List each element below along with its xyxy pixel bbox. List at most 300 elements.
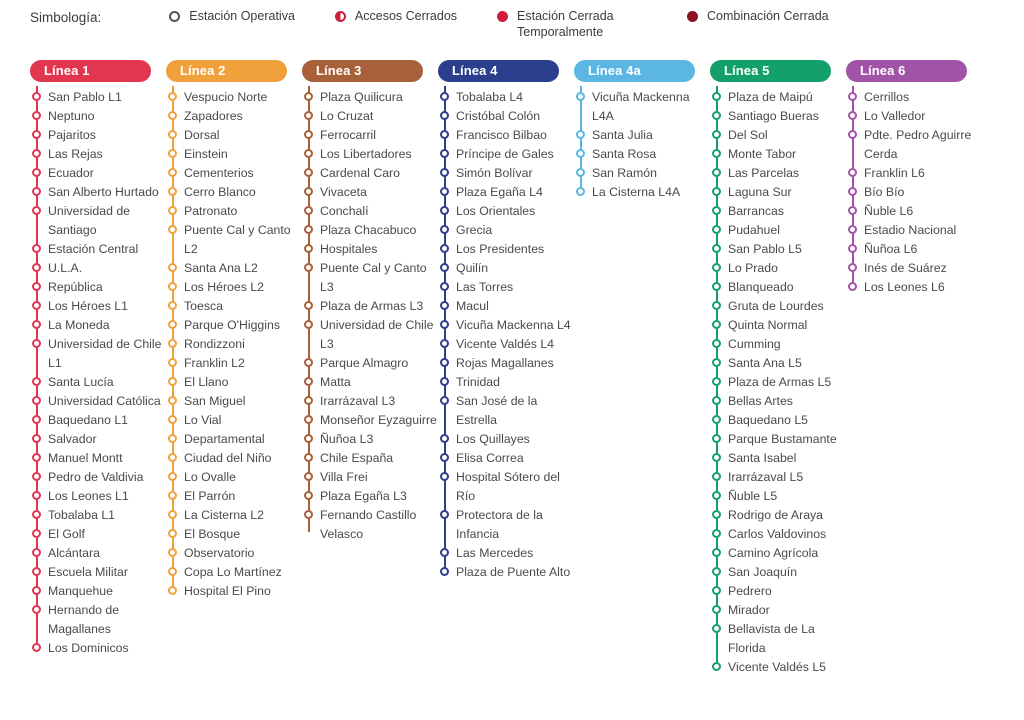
station-item[interactable] <box>710 449 846 468</box>
station-item[interactable] <box>166 582 302 601</box>
station-item[interactable] <box>30 335 166 373</box>
station-dot-icon <box>304 510 313 519</box>
station-dot-icon <box>712 244 721 253</box>
station-dot-icon <box>712 92 721 101</box>
station-item[interactable] <box>166 145 302 164</box>
station-dot-icon <box>440 339 449 348</box>
station-dot-icon <box>712 624 721 633</box>
station-item[interactable] <box>30 449 166 468</box>
station-name: El Bosque <box>184 527 241 541</box>
station-item[interactable] <box>710 221 846 240</box>
station-list <box>438 86 574 582</box>
station-name: Vicuña Mackenna L4 <box>456 318 571 332</box>
station-dot-icon <box>168 434 177 443</box>
station-item[interactable] <box>438 373 574 392</box>
station-item[interactable] <box>302 430 438 449</box>
station-name: Zapadores <box>184 109 243 123</box>
station-item[interactable] <box>166 392 302 411</box>
legend-title: Simbología: <box>30 10 102 25</box>
station-item[interactable] <box>710 278 846 297</box>
station-item[interactable] <box>438 145 574 164</box>
station-item[interactable] <box>302 392 438 411</box>
station-item[interactable] <box>438 240 574 259</box>
station-dot-icon <box>32 301 41 310</box>
station-item[interactable] <box>710 582 846 601</box>
station-item[interactable] <box>710 544 846 563</box>
station-dot-icon <box>712 415 721 424</box>
station-name: Pajaritos <box>48 128 96 142</box>
station-item[interactable] <box>30 392 166 411</box>
station-item[interactable] <box>710 658 846 677</box>
station-name: Cementerios <box>184 166 254 180</box>
station-item[interactable] <box>846 202 982 221</box>
station-dot-icon <box>440 168 449 177</box>
station-name: Conchalí <box>320 204 369 218</box>
station-item[interactable] <box>302 259 438 297</box>
station-name: Cardenal Caro <box>320 166 400 180</box>
station-item[interactable] <box>438 563 574 582</box>
station-item[interactable] <box>302 126 438 145</box>
station-dot-icon <box>304 491 313 500</box>
station-name: Bellas Artes <box>728 394 793 408</box>
station-name: Chile España <box>320 451 394 465</box>
station-item[interactable] <box>166 316 302 335</box>
station-item[interactable] <box>574 164 710 183</box>
legend-status-dot-icon <box>497 11 508 22</box>
station-dot-icon <box>712 263 721 272</box>
station-dot-icon <box>440 206 449 215</box>
station-dot-icon <box>712 111 721 120</box>
line-header[interactable]: Línea 4a <box>574 60 695 82</box>
station-dot-icon <box>440 510 449 519</box>
station-dot-icon <box>440 301 449 310</box>
station-item[interactable] <box>302 88 438 107</box>
station-name: Los Héroes L1 <box>48 299 128 313</box>
station-item[interactable] <box>30 430 166 449</box>
station-item[interactable] <box>166 544 302 563</box>
station-item[interactable] <box>710 335 846 354</box>
station-item[interactable] <box>438 297 574 316</box>
station-item[interactable] <box>166 430 302 449</box>
station-dot-icon <box>32 548 41 557</box>
station-dot-icon <box>304 206 313 215</box>
station-dot-icon <box>848 168 857 177</box>
station-dot-icon <box>576 130 585 139</box>
station-name: Pedro de Valdivia <box>48 470 144 484</box>
station-item[interactable] <box>710 506 846 525</box>
station-dot-icon <box>32 472 41 481</box>
station-item[interactable] <box>30 183 166 202</box>
station-item[interactable] <box>166 525 302 544</box>
station-item[interactable] <box>30 202 166 240</box>
station-item[interactable] <box>438 468 574 506</box>
station-name: San Joaquín <box>728 565 798 579</box>
station-name: Simón Bolívar <box>456 166 533 180</box>
station-dot-icon <box>304 168 313 177</box>
station-item[interactable] <box>30 506 166 525</box>
station-name: Parque O'Higgins <box>184 318 280 332</box>
station-item[interactable] <box>710 411 846 430</box>
station-dot-icon <box>304 92 313 101</box>
station-dot-icon <box>712 301 721 310</box>
station-item[interactable] <box>438 544 574 563</box>
station-name: Salvador <box>48 432 97 446</box>
station-dot-icon <box>304 320 313 329</box>
line-column-2 <box>166 60 302 601</box>
station-item[interactable] <box>166 107 302 126</box>
station-dot-icon <box>712 339 721 348</box>
station-item[interactable] <box>302 202 438 221</box>
station-name: Rojas Magallanes <box>456 356 554 370</box>
station-dot-icon <box>440 244 449 253</box>
station-item[interactable] <box>166 563 302 582</box>
station-name: Alcántara <box>48 546 100 560</box>
station-dot-icon <box>168 567 177 576</box>
station-name: Ñuñoa L3 <box>320 432 374 446</box>
station-item[interactable] <box>846 164 982 183</box>
station-item[interactable] <box>438 392 574 430</box>
station-item[interactable] <box>846 278 982 297</box>
station-name: Plaza de Armas L5 <box>728 375 832 389</box>
station-item[interactable] <box>710 525 846 544</box>
station-dot-icon <box>848 244 857 253</box>
station-dot-icon <box>304 111 313 120</box>
station-name: Manuel Montt <box>48 451 123 465</box>
station-item[interactable] <box>846 183 982 202</box>
station-dot-icon <box>168 472 177 481</box>
station-item[interactable] <box>166 373 302 392</box>
station-name: Tobalaba L1 <box>48 508 116 522</box>
station-name: Santa Ana L5 <box>728 356 802 370</box>
station-name: Baquedano L1 <box>48 413 129 427</box>
station-item[interactable] <box>846 126 982 164</box>
station-item[interactable] <box>710 487 846 506</box>
station-item[interactable] <box>710 468 846 487</box>
station-item[interactable] <box>30 639 166 658</box>
station-dot-icon <box>440 282 449 291</box>
station-name: Franklin L2 <box>184 356 245 370</box>
station-dot-icon <box>440 187 449 196</box>
station-name: Escuela Militar <box>48 565 128 579</box>
station-item[interactable] <box>710 392 846 411</box>
station-dot-icon <box>168 282 177 291</box>
station-name: Plaza Chacabuco <box>320 223 417 237</box>
station-dot-icon <box>168 529 177 538</box>
station-item[interactable] <box>30 525 166 544</box>
station-dot-icon <box>712 130 721 139</box>
station-dot-icon <box>168 111 177 120</box>
station-dot-icon <box>712 567 721 576</box>
line-header[interactable]: Línea 2 <box>166 60 287 82</box>
station-item[interactable] <box>302 506 438 544</box>
station-name: Toesca <box>184 299 223 313</box>
station-item[interactable] <box>166 506 302 525</box>
station-item[interactable] <box>438 506 574 544</box>
station-name: Universidad de Santiago <box>48 204 131 237</box>
station-item[interactable] <box>302 221 438 240</box>
station-name: Quinta Normal <box>728 318 808 332</box>
station-item[interactable] <box>30 582 166 601</box>
station-item[interactable] <box>710 183 846 202</box>
line-header[interactable]: Línea 3 <box>302 60 423 82</box>
station-item[interactable] <box>30 259 166 278</box>
station-name: Plaza Egaña L3 <box>320 489 407 503</box>
station-dot-icon <box>440 111 449 120</box>
station-item[interactable] <box>30 278 166 297</box>
station-item[interactable] <box>438 126 574 145</box>
station-name: Lo Valledor <box>864 109 926 123</box>
station-dot-icon <box>712 168 721 177</box>
station-name: Rodrigo de Araya <box>728 508 824 522</box>
station-item[interactable] <box>30 487 166 506</box>
station-item[interactable] <box>438 88 574 107</box>
station-item[interactable] <box>846 240 982 259</box>
station-name: Camino Agrícola <box>728 546 819 560</box>
line-header[interactable]: Línea 1 <box>30 60 151 82</box>
station-item[interactable] <box>302 373 438 392</box>
station-item[interactable] <box>166 202 302 221</box>
station-item[interactable] <box>30 240 166 259</box>
station-item[interactable] <box>166 278 302 297</box>
station-dot-icon <box>712 149 721 158</box>
station-name: Cumming <box>728 337 781 351</box>
line-header[interactable]: Línea 4 <box>438 60 559 82</box>
station-name: Villa Frei <box>320 470 368 484</box>
station-list <box>846 86 982 297</box>
station-item[interactable] <box>166 468 302 487</box>
station-item[interactable] <box>710 373 846 392</box>
station-item[interactable] <box>574 183 710 202</box>
station-item[interactable] <box>166 183 302 202</box>
station-item[interactable] <box>574 126 710 145</box>
station-item[interactable] <box>438 449 574 468</box>
station-item[interactable] <box>302 316 438 354</box>
station-name: Rondizzoni <box>184 337 245 351</box>
station-name: Trinidad <box>456 375 500 389</box>
station-item[interactable] <box>166 487 302 506</box>
station-item[interactable] <box>302 411 438 430</box>
station-dot-icon <box>32 586 41 595</box>
station-item[interactable] <box>166 126 302 145</box>
station-item[interactable] <box>710 297 846 316</box>
station-dot-icon <box>440 453 449 462</box>
station-name: Del Sol <box>728 128 768 142</box>
station-item[interactable] <box>710 164 846 183</box>
station-item[interactable] <box>166 411 302 430</box>
station-name: Baquedano L5 <box>728 413 809 427</box>
station-item[interactable] <box>574 145 710 164</box>
station-item[interactable] <box>438 221 574 240</box>
station-item[interactable] <box>438 354 574 373</box>
station-item[interactable] <box>166 335 302 354</box>
station-dot-icon <box>32 643 41 652</box>
lines-container <box>30 60 994 677</box>
station-item[interactable] <box>166 221 302 259</box>
station-item[interactable] <box>30 88 166 107</box>
station-dot-icon <box>440 377 449 386</box>
station-item[interactable] <box>302 354 438 373</box>
station-item[interactable] <box>710 316 846 335</box>
station-name: San Ramón <box>592 166 657 180</box>
station-item[interactable] <box>30 164 166 183</box>
station-item[interactable] <box>30 373 166 392</box>
line-column-7 <box>846 60 982 297</box>
station-item[interactable] <box>30 145 166 164</box>
station-item[interactable] <box>166 164 302 183</box>
station-name: Plaza Quilicura <box>320 90 403 104</box>
line-header[interactable]: Línea 5 <box>710 60 831 82</box>
station-item[interactable] <box>30 544 166 563</box>
station-name: Las Parcelas <box>728 166 800 180</box>
station-name: Parque Bustamante <box>728 432 837 446</box>
station-name: El Parrón <box>184 489 236 503</box>
station-dot-icon <box>304 263 313 272</box>
station-name: Santa Isabel <box>728 451 797 465</box>
station-name: Plaza de Maipú <box>728 90 813 104</box>
station-dot-icon <box>304 434 313 443</box>
legend-item-label: Combinación Cerrada <box>707 9 829 23</box>
station-name: San José de la Estrella <box>456 394 538 427</box>
station-item[interactable] <box>302 487 438 506</box>
station-item[interactable] <box>438 316 574 335</box>
station-dot-icon <box>304 358 313 367</box>
station-item[interactable] <box>438 430 574 449</box>
station-dot-icon <box>304 453 313 462</box>
station-item[interactable] <box>166 88 302 107</box>
station-name: Elisa Correa <box>456 451 524 465</box>
station-name: República <box>48 280 103 294</box>
station-list <box>574 86 710 202</box>
station-item[interactable] <box>710 202 846 221</box>
station-item[interactable] <box>166 297 302 316</box>
station-name: Puente Cal y Canto L2 <box>184 223 291 256</box>
station-item[interactable] <box>302 240 438 259</box>
station-item[interactable] <box>438 107 574 126</box>
station-dot-icon <box>168 320 177 329</box>
station-item[interactable] <box>710 563 846 582</box>
line-header[interactable]: Línea 6 <box>846 60 967 82</box>
station-item[interactable] <box>302 164 438 183</box>
station-item[interactable] <box>30 316 166 335</box>
station-name: Los Presidentes <box>456 242 545 256</box>
station-item[interactable] <box>710 240 846 259</box>
station-name: Irarrázaval L3 <box>320 394 396 408</box>
station-dot-icon <box>32 244 41 253</box>
station-name: Las Rejas <box>48 147 103 161</box>
line-column-4 <box>438 60 574 582</box>
station-item[interactable] <box>710 145 846 164</box>
station-name: Cerrillos <box>864 90 910 104</box>
station-name: Ciudad del Niño <box>184 451 272 465</box>
station-item[interactable] <box>438 259 574 278</box>
station-dot-icon <box>304 377 313 386</box>
station-dot-icon <box>712 529 721 538</box>
station-dot-icon <box>168 225 177 234</box>
station-name: Santiago Bueras <box>728 109 819 123</box>
station-dot-icon <box>440 149 449 158</box>
station-item[interactable] <box>302 107 438 126</box>
station-dot-icon <box>32 320 41 329</box>
station-item[interactable] <box>302 449 438 468</box>
station-dot-icon <box>440 320 449 329</box>
station-name: Departamental <box>184 432 265 446</box>
station-item[interactable] <box>846 107 982 126</box>
station-name: Hospital El Pino <box>184 584 271 598</box>
legend-status-dot-icon <box>335 11 346 22</box>
station-name: La Cisterna L4A <box>592 185 681 199</box>
legend-items <box>169 8 868 40</box>
station-item[interactable] <box>846 88 982 107</box>
station-item[interactable] <box>438 202 574 221</box>
station-item[interactable] <box>710 601 846 620</box>
station-item[interactable] <box>30 126 166 145</box>
station-item[interactable] <box>710 259 846 278</box>
station-name: Universidad de Chile L1 <box>48 337 162 370</box>
station-item[interactable] <box>710 107 846 126</box>
station-name: La Cisterna L2 <box>184 508 264 522</box>
station-item[interactable] <box>30 563 166 582</box>
station-item[interactable] <box>710 126 846 145</box>
station-dot-icon <box>712 510 721 519</box>
station-item[interactable] <box>30 601 166 639</box>
station-item[interactable] <box>710 430 846 449</box>
station-name: Laguna Sur <box>728 185 792 199</box>
station-item[interactable] <box>438 278 574 297</box>
station-dot-icon <box>168 187 177 196</box>
station-item[interactable] <box>302 468 438 487</box>
station-item[interactable] <box>846 221 982 240</box>
station-item[interactable] <box>30 468 166 487</box>
station-item[interactable] <box>166 354 302 373</box>
station-name: Las Torres <box>456 280 514 294</box>
station-dot-icon <box>304 244 313 253</box>
station-dot-icon <box>440 358 449 367</box>
station-item[interactable] <box>438 335 574 354</box>
station-item[interactable] <box>710 354 846 373</box>
station-item[interactable] <box>438 164 574 183</box>
station-name: Vivaceta <box>320 185 367 199</box>
station-name: Mirador <box>728 603 770 617</box>
station-dot-icon <box>576 92 585 101</box>
station-name: Manquehue <box>48 584 113 598</box>
station-item[interactable] <box>302 297 438 316</box>
legend-item-label: Accesos Cerrados <box>354 9 458 23</box>
station-name: Protectora de la Infancia <box>456 508 543 541</box>
station-name: Tobalaba L4 <box>456 90 524 104</box>
station-name: Bellavista de La Florida <box>728 622 815 655</box>
station-name: Hospital Sótero del Río <box>456 470 560 503</box>
station-item[interactable] <box>166 449 302 468</box>
station-dot-icon <box>848 111 857 120</box>
station-item[interactable] <box>302 183 438 202</box>
station-name: Ñuble L5 <box>728 489 778 503</box>
station-name: Los Leones L1 <box>48 489 129 503</box>
station-item[interactable] <box>438 183 574 202</box>
station-item[interactable] <box>846 259 982 278</box>
station-dot-icon <box>32 377 41 386</box>
station-item[interactable] <box>710 620 846 658</box>
station-dot-icon <box>712 396 721 405</box>
station-item[interactable] <box>30 297 166 316</box>
station-name: Carlos Valdovinos <box>728 527 827 541</box>
station-name: San Pablo L1 <box>48 90 122 104</box>
station-item[interactable] <box>574 88 710 126</box>
station-item[interactable] <box>30 411 166 430</box>
station-item[interactable] <box>710 88 846 107</box>
station-item[interactable] <box>166 259 302 278</box>
station-item[interactable] <box>302 145 438 164</box>
station-item[interactable] <box>30 107 166 126</box>
